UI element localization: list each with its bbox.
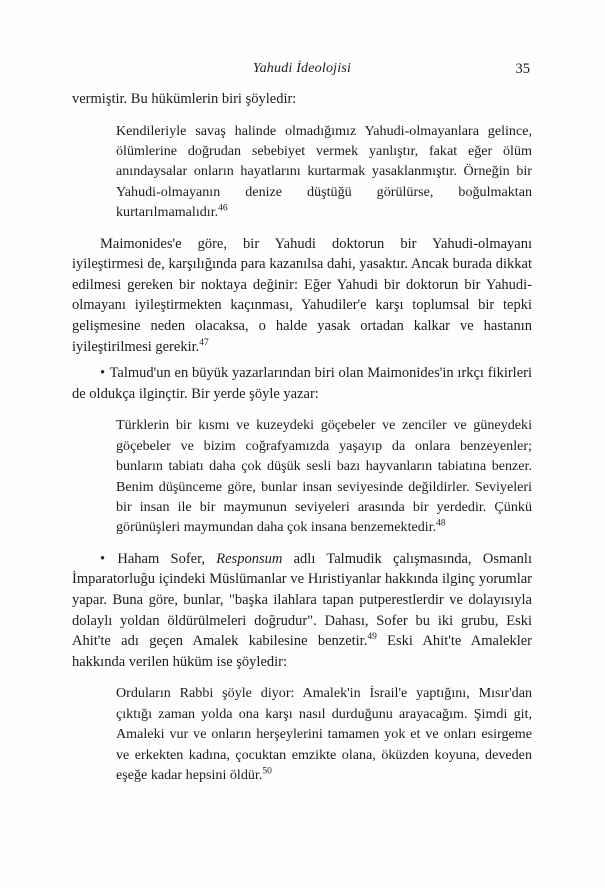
- footnote-ref-47: 47: [199, 337, 209, 348]
- footnote-ref-49: 49: [367, 632, 377, 643]
- paragraph-text: Haham Sofer,: [106, 550, 217, 567]
- running-header: [72, 60, 532, 78]
- quote-text: Kendileriyle savaş halinde olmadığımız Yahudi-olmayanlara gelince, ölümlerine doğrudan sebebiyet vermek yanlıştır, fakat eğer ölüm anındaysalar onların hayatlarını kurtarmak yasaklanmıştır. Örneğin bir Yahudi-olmayanın denize düştüğü görülürse, boğulmaktan kurtarılmamalıdır.: [116, 122, 532, 221]
- paragraph-text: Eski Ahit'te Amalekler hakkında verilen hüküm ise şöyledir:: [72, 633, 533, 670]
- footnote-ref-48: 48: [436, 518, 446, 529]
- quote-text: Orduların Rabbi şöyle diyor: Amalek'in İsrail'e yaptığını, Mısır'dan çıktığı zaman yolda ona karşı nasıl durduğunu arayacağım. Şimdi git, Amaleki vur ve onların herşeylerini tamamen yok et ve onları esirgeme ve erkekten kadına, çocuktan emzikte olana, öküzden koyuna, deveden eşeğe kadar hepsini öldür.: [116, 685, 532, 783]
- footnote-ref-50: 50: [262, 766, 272, 777]
- book-title-italic: Responsum: [216, 550, 283, 567]
- block-quote-old-testament: [116, 683, 532, 785]
- page-body: [72, 89, 532, 796]
- paragraph-text: Maimonides'e göre, bir Yahudi doktorun bir Yahudi-olmayanı iyileştirmesi de, karşılığında para kazanılsa dahi, yasaktır. Ancak burada dikkat edilmesi gereken bir noktaya değinir: Eğer Yahudi bir doktorun bir Yahudi-olmayanı iyileştirmekten kaçınması, Yahudiler'e karşı toplumsal bir tepki gelişmesine neden olacaksa, o halde yasak ortadan kalkar ve hastanın iyileştirilmesi gerekir.: [72, 235, 532, 355]
- paragraph-continuation: [72, 89, 532, 110]
- paragraph-text: adlı Talmudik çalışmasında, Osmanlı İmparatorluğu içindeki Müslümanlar ve Hıristiyanlar hakkında ilginç yorumlar yapar. Buna göre, bunlar, "başka ilahlara tapan putperestlerdir ve dolayısıyla dolaylı yoldan öldürülmeleri doğrudur". Dahası, Sofer bu iki grubu, Eski Ahit'te adı geçen Amalek kabilesine benzetir.: [72, 550, 532, 650]
- bullet-marker: •: [100, 365, 107, 382]
- page-number: 35: [515, 61, 530, 77]
- paragraph-bullet-haham-sofer: [72, 549, 532, 673]
- paragraph-text: vermiştir. Bu hükümlerin biri şöyledir:: [72, 91, 297, 107]
- block-quote-racist-views: [116, 415, 532, 537]
- paragraph-bullet-talmud: [72, 363, 532, 404]
- paragraph-maimonides-doctor: [72, 234, 532, 358]
- running-title: Yahudi İdeolojisi: [252, 61, 352, 76]
- footnote-ref-46: 46: [218, 203, 228, 214]
- block-quote-maimonides-ruling: [116, 121, 532, 223]
- bullet-marker: •: [100, 550, 107, 567]
- paragraph-text: Talmud'un en büyük yazarlarından biri olan Maimonides'in ırkçı fikirleri de oldukça ilginçtir. Bir yerde şöyle yazar:: [72, 365, 532, 402]
- quote-text: Türklerin bir kısmı ve kuzeydeki göçebeler ve zenciler ve güneydeki göçebeler ve bizim coğrafyamızda yaşayıp da onlara benzeyenler; bunların tabiatı daha çok düşük sesli bazı hayvanların tabiatına benzer. Benim düşünceme göre, bunlar insan seviyesinde değildirler. Seviyeleri bir insan ile bir maymunun seviyeleri arasında bir yerdedir. Çünkü görünüşleri maymundan daha çok insana benzemektedir.: [116, 417, 532, 536]
